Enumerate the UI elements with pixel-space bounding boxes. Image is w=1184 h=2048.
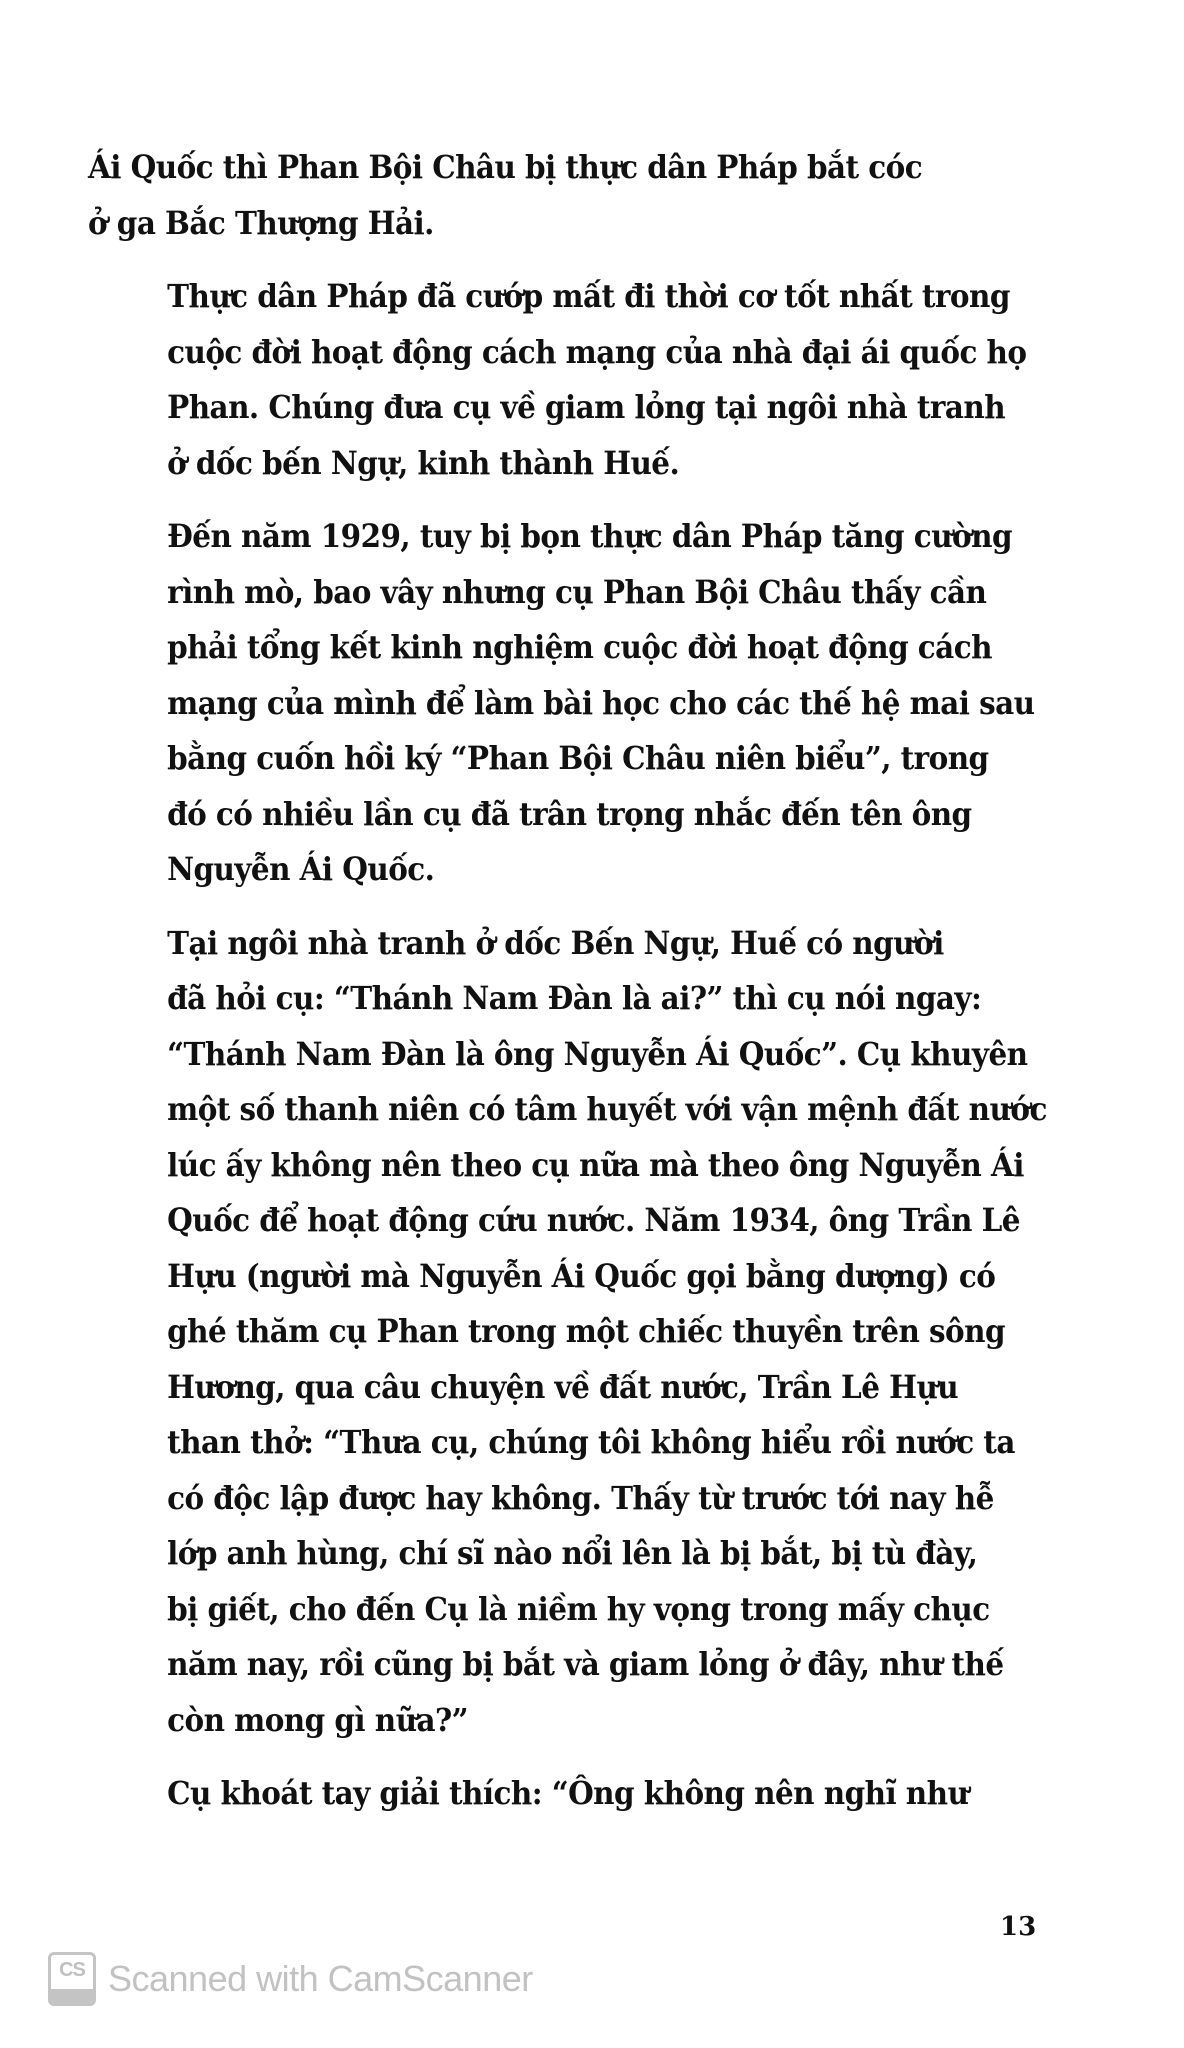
text-line: đã hỏi cụ: “Thánh Nam Đàn là ai?” thì cụ nói ngay:	[167, 979, 982, 1017]
paragraph-5	[88, 1766, 1049, 1822]
paragraph-3	[88, 509, 1049, 898]
text-line: Quốc để hoạt động cứu nước. Năm 1934, ông Trần Lê	[167, 1201, 1020, 1239]
text-line: bị giết, cho đến Cụ là niềm hy vọng trong mấy chục	[167, 1589, 990, 1628]
text-line: ghé thăm cụ Phan trong một chiếc thuyền trên sông	[167, 1312, 1006, 1350]
text-line: Hựu (người mà Nguyễn Ái Quốc gọi bằng dượng) có	[167, 1256, 996, 1295]
text-line: đó có nhiều lần cụ đã trân trọng nhắc đến tên ông	[167, 794, 972, 833]
text-line: Tại ngôi nhà tranh ở dốc Bến Ngự, Huế có người	[167, 923, 944, 962]
text-line: lớp anh hùng, chí sĩ nào nổi lên là bị bắt, bị tù đày,	[167, 1534, 978, 1572]
text-line: Đến năm 1929, tuy bị bọn thực dân Pháp tăng cường	[167, 517, 1012, 555]
text-line: ở dốc bến Ngự, kinh thành Huế.	[167, 443, 680, 482]
text-line: Thực dân Pháp đã cướp mất đi thời cơ tốt nhất trong	[167, 277, 1010, 315]
text-line: một số thanh niên có tâm huyết với vận mệnh đất nước	[167, 1090, 1047, 1128]
text-line: còn mong gì nữa?”	[167, 1700, 469, 1739]
text-line: bằng cuốn hồi ký “Phan Bội Châu niên biểu”, trong	[167, 739, 989, 777]
watermark-text: Scanned with CamScanner	[108, 1958, 533, 1999]
text-line: có độc lập được hay không. Thấy từ trước tới nay hễ	[167, 1478, 994, 1517]
text-line: phải tổng kết kinh nghiệm cuộc đời hoạt động cách	[167, 628, 992, 666]
text-line: Cụ khoát tay giải thích: “Ông không nên nghĩ như	[167, 1774, 969, 1812]
text-line: lúc ấy không nên theo cụ nữa mà theo ông Nguyễn Ái	[167, 1145, 1024, 1184]
page-number: 13	[1000, 1912, 1037, 1942]
text-line: Ái Quốc thì Phan Bội Châu bị thực dân Pháp bắt cóc	[88, 148, 923, 186]
text-line: “Thánh Nam Đàn là ông Nguyễn Ái Quốc”. Cụ khuyên	[167, 1034, 1028, 1073]
text-line: mạng của mình để làm bài học cho các thế hệ mai sau	[167, 683, 1035, 722]
document-page	[88, 140, 1048, 1840]
text-line: Hương, qua câu chuyện về đất nước, Trần Lê Hựu	[167, 1367, 959, 1406]
text-line: cuộc đời hoạt động cách mạng của nhà đại ái quốc họ	[167, 332, 1027, 371]
paragraph-4	[88, 916, 1049, 1749]
text-line: than thở: “Thưa cụ, chúng tôi không hiểu rồi nước ta	[167, 1423, 1015, 1461]
logo-text: CS	[59, 1959, 85, 1981]
text-line: ở ga Bắc Thượng Hải.	[88, 203, 434, 242]
paragraph-2	[88, 269, 1049, 491]
camscanner-logo-icon	[48, 1952, 96, 2006]
logo-bar	[51, 1989, 93, 2003]
paragraph-1	[88, 140, 1049, 251]
text-line: Phan. Chúng đưa cụ về giam lỏng tại ngôi nhà tranh	[167, 388, 1006, 426]
text-line: Nguyễn Ái Quốc.	[167, 850, 435, 888]
camscanner-watermark	[48, 1952, 533, 2006]
text-line: năm nay, rồi cũng bị bắt và giam lỏng ở đây, như thế	[167, 1645, 1004, 1683]
text-line: rình mò, bao vây nhưng cụ Phan Bội Châu thấy cần	[167, 572, 987, 611]
